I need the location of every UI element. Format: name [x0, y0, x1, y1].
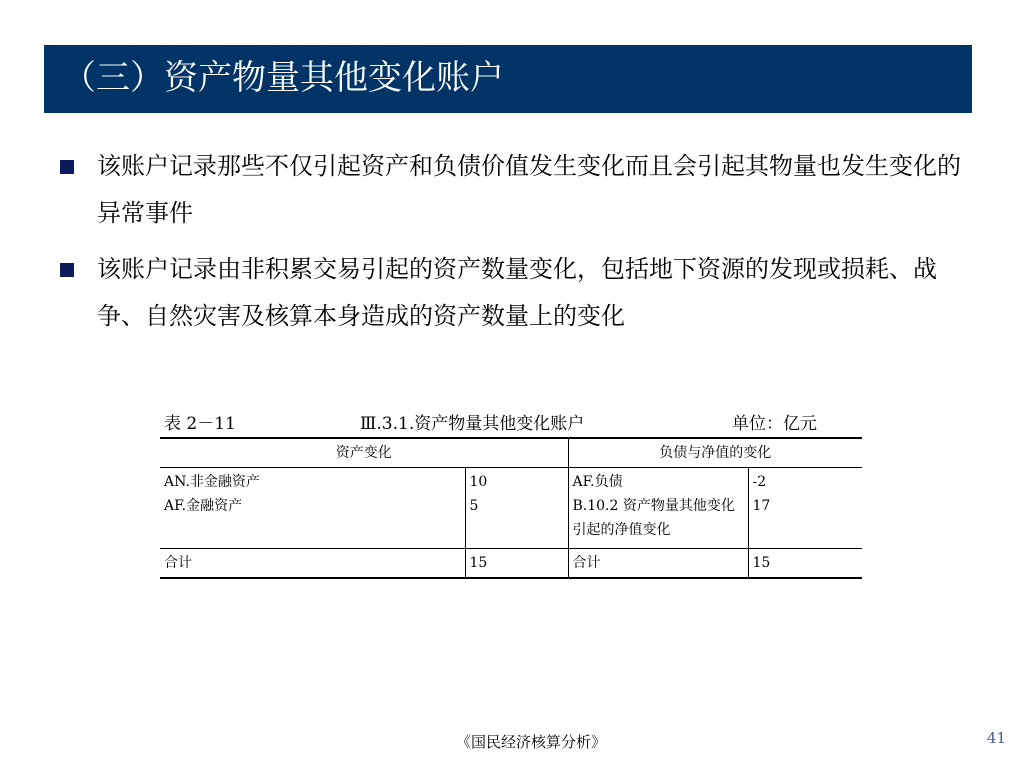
right-items-cell — [568, 468, 748, 549]
table-number: 表 2－11 — [164, 414, 236, 434]
value-liabilities: -2 — [752, 474, 767, 490]
page-number: 41 — [986, 729, 1006, 747]
total-label-left: 合计 — [160, 549, 465, 579]
table-row — [160, 468, 862, 549]
bullet-marker — [60, 160, 74, 174]
total-value-right: 15 — [748, 549, 862, 579]
left-values-cell — [465, 468, 568, 549]
footer-text: 《国民经济核算分析》 — [456, 733, 607, 751]
bullet-text-1: 该账户记录那些不仅引起资产和负债价值发生变化而且会引起其物量也发生变化的异常事件 — [97, 152, 961, 227]
item-nonfinancial-assets: AN.非金融资产 — [164, 474, 260, 490]
item-net-worth-change: B.10.2 资产物量其他变化引起的净值变化 — [572, 498, 735, 538]
item-financial-assets: AF.金融资产 — [164, 498, 243, 514]
right-values-cell — [748, 468, 862, 549]
slide-title: （三）资产物量其他变化账户 — [62, 58, 504, 98]
data-table — [160, 437, 862, 579]
account-table — [160, 403, 862, 579]
header-liability-change: 负债与净值的变化 — [568, 438, 862, 468]
total-value-left: 15 — [465, 549, 568, 579]
header-asset-change: 资产变化 — [160, 438, 568, 468]
value-net-worth-change: 17 — [752, 498, 771, 514]
table-title: Ⅲ.3.1.资产物量其他变化账户 — [360, 414, 585, 434]
item-liabilities: AF.负债 — [572, 474, 623, 490]
value-financial-assets: 5 — [469, 498, 479, 514]
left-items-cell — [160, 468, 465, 549]
total-label-right: 合计 — [568, 549, 748, 579]
table-unit: 单位：亿元 — [732, 414, 817, 434]
table-header-row — [160, 438, 862, 468]
table-caption — [160, 403, 862, 437]
table-total-row — [160, 549, 862, 579]
bullet-marker — [60, 263, 74, 277]
bullet-text-2: 该账户记录由非积累交易引起的资产数量变化，包括地下资源的发现或损耗、战争、自然灾害及核算本身造成的资产数量上的变化 — [97, 255, 937, 330]
value-nonfinancial-assets: 10 — [469, 474, 488, 490]
